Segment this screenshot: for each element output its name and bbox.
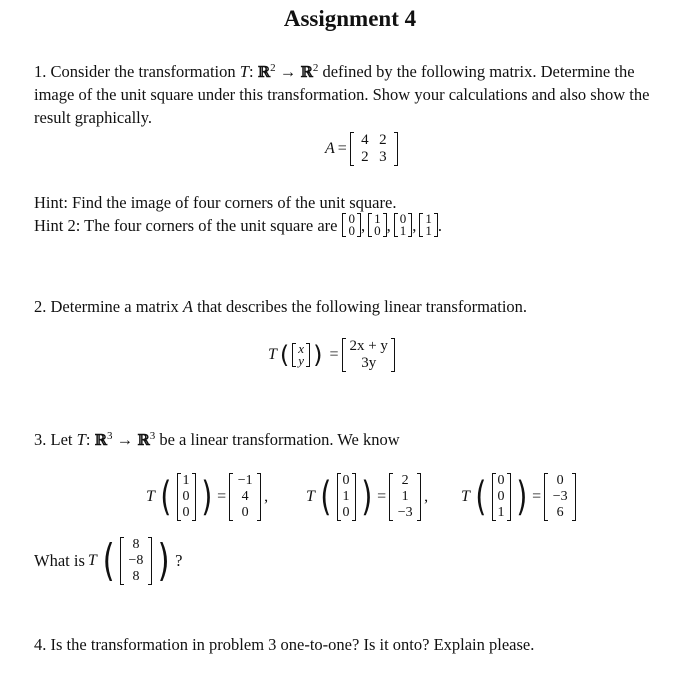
hint-2-text: Hint 2: The four corners of the unit square are — [34, 215, 338, 235]
p3-rest: be a linear transformation. We know — [155, 430, 400, 449]
cell: 1 — [342, 489, 350, 504]
problem-2-text — [34, 295, 527, 318]
p1-R-codomain: ℝ — [300, 63, 313, 81]
matrix-A-cell: 2 — [379, 132, 387, 148]
query-question: What is T ( 8 −8 8 ) ? — [34, 535, 183, 586]
corner-cell: 0 — [348, 223, 355, 238]
left-paren: ( — [279, 341, 290, 369]
p1-T: T — [239, 62, 249, 81]
cell: 0 — [342, 473, 350, 488]
matrix-A-equation — [325, 132, 401, 166]
corner-cell: 0 — [348, 211, 355, 226]
p1-arrow: → — [275, 62, 301, 81]
p2-T: T — [268, 346, 277, 363]
input-x: x — [298, 341, 305, 356]
cell: 1 — [401, 489, 409, 504]
matrix-A-cell: 4 — [361, 132, 369, 148]
eq-T: T — [306, 488, 315, 505]
hint-comma: , — [386, 215, 391, 235]
input-vector — [292, 343, 310, 367]
cell: 0 — [342, 505, 350, 520]
image-vector — [389, 473, 421, 521]
query-mark: ? — [175, 550, 183, 570]
p2-eq: = — [329, 346, 339, 363]
hint-comma: , — [360, 215, 366, 235]
p1-R-domain: ℝ — [257, 63, 271, 81]
output-row-1: 2x + y — [349, 338, 388, 354]
basis-vector — [177, 473, 196, 521]
matrix-A-label: A — [325, 140, 335, 157]
p1-colon: : — [248, 62, 258, 81]
hint-2 — [34, 213, 442, 237]
cell: 8 — [132, 536, 140, 552]
basis-vector — [492, 473, 511, 521]
p3-R-codomain: ℝ — [137, 431, 150, 449]
image-vector — [544, 473, 576, 521]
cell: 0 — [497, 489, 505, 504]
p3-colon: : — [85, 430, 95, 449]
eq-T: T — [461, 488, 470, 505]
corner-vector — [342, 213, 361, 237]
known-image-3: T ( 0 0 1 ) = 0 −3 6 — [461, 473, 582, 521]
output-row-2: 3y — [361, 355, 377, 371]
p2-text-b: that describes the following linear transformation. — [193, 297, 528, 316]
cell: 0 — [182, 489, 190, 504]
query-T: T — [87, 551, 97, 569]
known-image-1: T ( 1 0 0 ) = −1 4 0 , — [146, 473, 269, 520]
known-image-2: T ( 0 1 0 ) = 2 1 −3 , — [306, 473, 429, 520]
matrix-A-cell: 2 — [361, 149, 369, 165]
p3-arrow: → — [112, 430, 138, 449]
p3-lead: 3. Let — [34, 430, 77, 449]
cell: −8 — [128, 552, 144, 568]
basis-vector — [337, 473, 356, 521]
corner-cell: 1 — [399, 223, 407, 238]
cell: 0 — [182, 505, 190, 520]
hint-1: Hint: Find the image of four corners of the unit square. — [34, 193, 397, 212]
right-paren: ) — [313, 341, 323, 369]
p3-exp-codomain: 3 — [149, 430, 156, 442]
matrix-A-eq: = — [337, 140, 347, 157]
corner-vector — [419, 213, 438, 237]
corner-cell: 0 — [374, 223, 381, 238]
matrix-A — [350, 132, 398, 166]
cell: 8 — [132, 568, 140, 584]
corner-vector — [368, 213, 387, 237]
corner-cell: 1 — [425, 223, 432, 238]
cell: 0 — [497, 473, 505, 488]
query-vector — [120, 537, 152, 585]
eq-sign: = — [377, 488, 387, 505]
cell: −3 — [552, 489, 568, 504]
cell: 1 — [182, 473, 190, 488]
problem-1-line-2: image of the unit square under this transformation. Show your calculations and also show the — [34, 85, 650, 104]
cell: 4 — [241, 489, 249, 504]
problem-1-line-3: result graphically. — [34, 108, 153, 127]
page-title: Assignment 4 — [283, 6, 417, 31]
output-vector — [342, 338, 394, 372]
corner-vector — [394, 213, 413, 237]
p3-R-domain: ℝ — [94, 431, 107, 449]
eq-sep: , — [264, 488, 269, 505]
p1-rest: defined by the following matrix. Determine the — [318, 62, 635, 81]
cell: 6 — [556, 505, 564, 520]
corner-cell: 1 — [425, 211, 432, 226]
corner-cell: 0 — [399, 211, 407, 226]
p1-exp-codomain: 2 — [312, 62, 319, 74]
hint-comma: , — [412, 215, 417, 235]
transformation-equation — [268, 338, 398, 372]
eq-sign: = — [217, 488, 227, 505]
problem-3-text — [34, 428, 400, 452]
eq-sep: , — [424, 488, 429, 505]
p2-text-a: 2. Determine a matrix — [34, 297, 183, 316]
corner-cell: 1 — [374, 211, 381, 226]
problem-4-text: 4. Is the transformation in problem 3 one-to-one? Is it onto? Explain please. — [34, 635, 535, 654]
eq-T: T — [146, 488, 155, 505]
cell: 2 — [401, 473, 409, 488]
cell: −1 — [237, 473, 253, 488]
p3-exp-domain: 3 — [107, 430, 113, 442]
input-y: y — [298, 353, 305, 368]
p3-T: T — [76, 430, 86, 449]
image-vector — [229, 473, 261, 521]
p2-A: A — [182, 297, 193, 316]
matrix-A-cell: 3 — [379, 149, 387, 165]
cell: −3 — [397, 505, 413, 520]
cell: 0 — [241, 505, 249, 520]
p1-exp-domain: 2 — [270, 62, 276, 74]
cell: 1 — [497, 505, 505, 520]
hint-period: . — [437, 215, 442, 235]
problem-1-line-1 — [34, 60, 635, 84]
cell: 0 — [556, 473, 564, 488]
what-is-text: What is — [34, 550, 85, 570]
p1-lead: 1. Consider the transformation — [34, 62, 240, 81]
eq-sign: = — [532, 488, 542, 505]
